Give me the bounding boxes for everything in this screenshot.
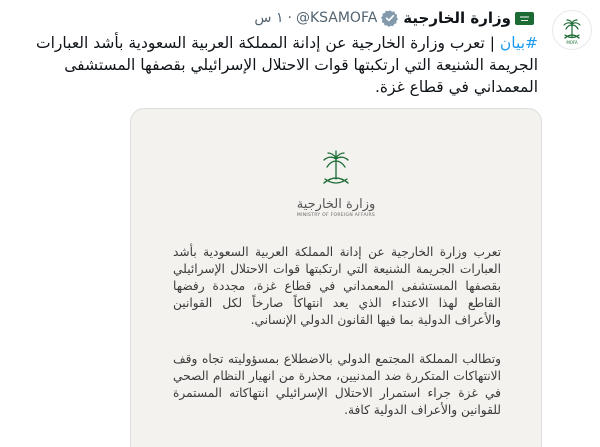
verified-badge-icon[interactable] — [381, 9, 399, 27]
palm-swords-emblem-icon — [316, 147, 356, 191]
statement-image[interactable] — [130, 108, 542, 447]
emblem-caption-english: MINISTRY OF FOREIGN AFFAIRS — [296, 213, 376, 218]
tweet-header — [14, 6, 538, 30]
tweet-body: | تعرب وزارة الخارجية عن إدانة المملكة العربية السعودية بأشد العبارات الجريمة الشنيعة التي ارتكبتها قوات الاحتلال الإسرائيلي بقصفها المستشفى المعمداني في قطاع غزة. — [36, 34, 538, 96]
ministry-emblem — [296, 147, 376, 218]
account-handle[interactable]: @KSAMOFA — [295, 10, 378, 26]
hashtag-link[interactable]: #بيان — [499, 34, 538, 52]
tweet-time[interactable]: ١ س — [254, 10, 284, 26]
statement-paragraph: وتطالب المملكة المجتمع الدولي بالاضطلاع بمسؤوليته تجاه وقف الانتهاكات المتكررة ضد المدنيين، محذرة من انهيار النظام الصحي في غزة جراء استمرار الاحتلال الإسرائيلي انتهاكاته المستمرة للقوانين والأعراف الدولية كافة. — [173, 352, 501, 417]
saudi-flag-icon — [515, 12, 534, 25]
palm-swords-emblem-icon — [557, 15, 587, 45]
statement-text — [173, 244, 501, 441]
emblem-caption-arabic: وزارة الخارجية — [296, 197, 376, 212]
tweet-content — [14, 6, 538, 98]
svg-text:MOFA: MOFA — [566, 40, 578, 45]
statement-paragraph: تعرب وزارة الخارجية عن إدانة المملكة العربية السعودية بأشد العبارات الجريمة الشنيعة التي ارتكبتها قوات الاحتلال الإسرائيلي بقصفها المستشفى المعمداني في قطاع غزة، مجددة رفضها القاطع لهذا الاعتداء الذي يعد انتهاكاً صارخاً لكل القوانين والأعراف الدولية بما فيها القانون الدولي الإنساني. — [173, 245, 501, 327]
account-name[interactable]: وزارة الخارجية — [403, 9, 511, 27]
account-avatar[interactable] — [552, 10, 592, 50]
tweet-text — [14, 32, 538, 98]
separator-dot: · — [287, 10, 292, 26]
